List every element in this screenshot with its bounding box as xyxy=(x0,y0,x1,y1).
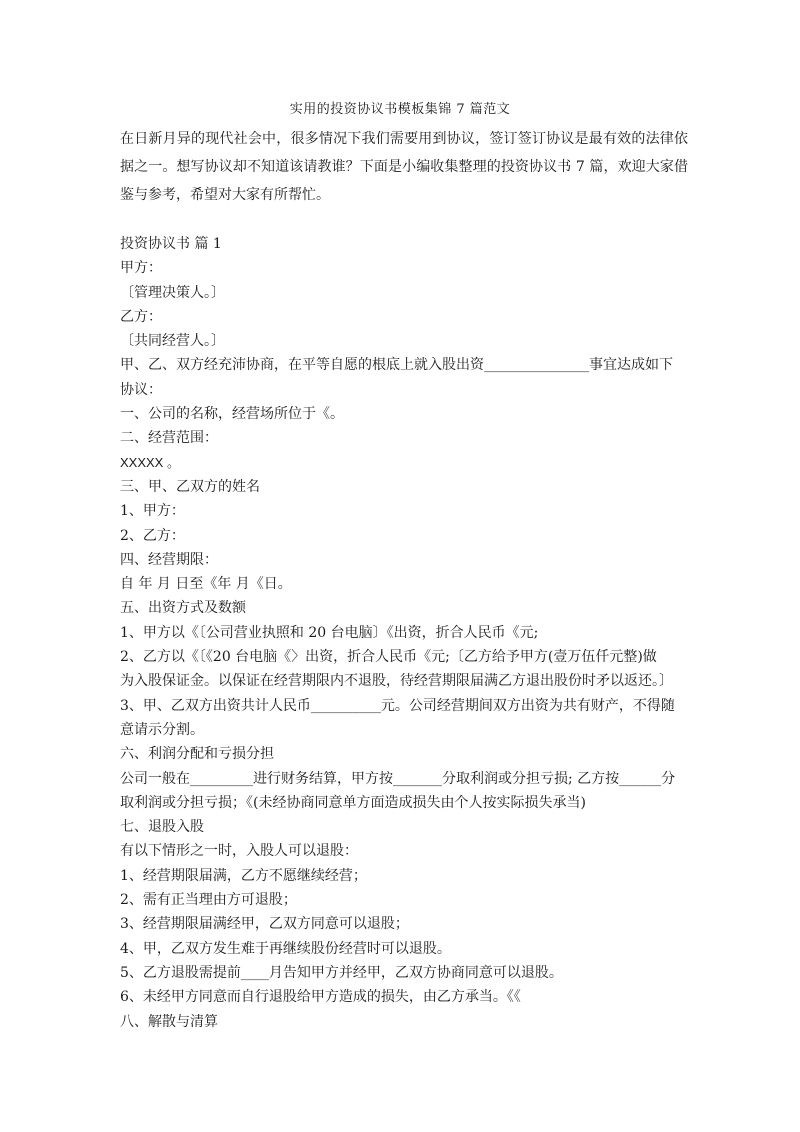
document-line: 协议： xyxy=(120,381,162,398)
document-line: 有以下情形之一时，入股人可以退股： xyxy=(120,843,358,860)
document-body xyxy=(120,232,688,1034)
document-line: 一、公司的名称，经营场所位于《。 xyxy=(120,406,344,423)
document-line: 3、甲、乙双方出资共计人民币__________元。公司经营期间双方出资为共有财产，不得随 xyxy=(120,697,675,714)
document-line: 2、乙方以《〔《20 台电脑《〉出资，折合人民币《元;〔乙方给予甲方(壹万伍仟元整)做 xyxy=(120,649,657,666)
document-line: 〔共同经营人。〕 xyxy=(120,333,225,350)
document-line: 取利润或分担亏损；《(未经协商同意单方面造成损失由个人按实际损失承当) xyxy=(120,794,586,811)
intro-paragraph: 在日新月异的现代社会中，很多情况下我们需要用到协议，签订签订协议是最有效的法律依据之一。想写协议却不知道该请教谁？下面是小编收集整理的投资协议书 7 篇，欢迎大家借鉴与参考，希望对大家有所帮忙。 xyxy=(120,131,688,203)
document-line: 二、经营范围： xyxy=(120,430,218,447)
document-line: 七、退股入股 xyxy=(120,819,204,836)
document-line: 意请示分割。 xyxy=(120,721,204,738)
document-line: 自 年 月 日至《年 月《日。 xyxy=(120,576,292,593)
document-line: 公司一般在_________进行财务结算，甲方按_______分取利润或分担亏损; 乙方按______分 xyxy=(120,770,676,787)
document-line: 2、乙方： xyxy=(120,527,185,544)
document-line: 6、未经甲方同意而自行退股给甲方造成的损失，由乙方承当。《《 xyxy=(120,989,521,1006)
document-line: 五、出资方式及数额 xyxy=(120,600,246,617)
document-line: 2、需有正当理由方可退股； xyxy=(120,892,297,909)
document-line: 乙方： xyxy=(120,308,162,325)
document-line: 为入股保证金。以保证在经营期限内不退股，待经营期限届满乙方退出股份时矛以返还。〕 xyxy=(120,673,673,690)
document-title: 实用的投资协议书模板集锦 7 篇范文 xyxy=(289,102,511,117)
document-line: 四、经营期限： xyxy=(120,551,218,568)
document-line: XXXXX 。 xyxy=(120,454,180,470)
document-line: 1、经营期限届满，乙方不愿继续经营； xyxy=(120,867,367,884)
document-line: 5、乙方退股需提前____月告知甲方并经甲，乙双方协商同意可以退股。 xyxy=(120,964,563,981)
document-line: 1、甲方以《〔公司营业执照和 20 台电脑〕《出资，折合人民币《元; xyxy=(120,624,539,641)
document-line: 八、解散与清算 xyxy=(120,1013,218,1030)
document-line: 4、甲，乙双方发生难于再继续股份经营时可以退股。 xyxy=(120,940,451,957)
document-line: 三、甲、乙双方的姓名 xyxy=(120,478,260,495)
document-line: 3、经营期限届满经甲，乙双方同意可以退股； xyxy=(120,916,409,933)
document-line: 六、利润分配和亏损分担 xyxy=(120,746,274,763)
document-line: 1、甲方： xyxy=(120,503,185,520)
document-line: 〔管理决策人。〕 xyxy=(120,284,225,301)
document-line: 甲方： xyxy=(120,260,162,277)
document-line: 甲、乙、双方经充沛协商，在平等自愿的根底上就入股出资_______________事宜达成如下 xyxy=(120,357,673,374)
document-line: 投资协议书 篇 1 xyxy=(120,236,222,252)
